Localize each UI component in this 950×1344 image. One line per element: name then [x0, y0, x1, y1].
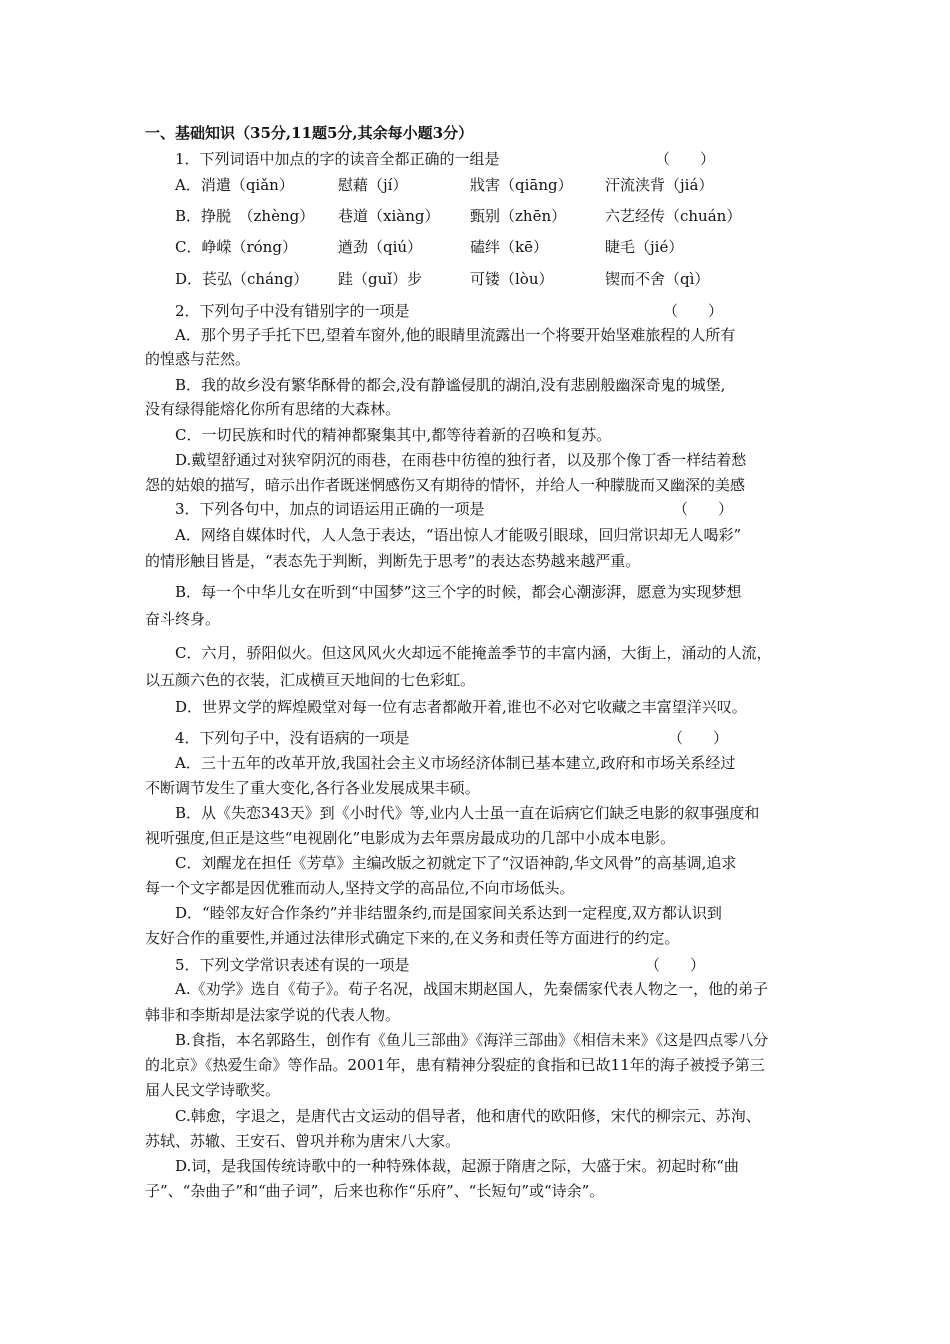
q4-option-b-line1: B．从《失恋343天》到《小时代》等,业内人士虽一直在诟病它们缺乏电影的叙事强度和: [175, 804, 760, 822]
q4-option-d-line1: D．“睦邻友好合作条约”并非结盟条约,而是国家间关系达到一定程度,双方都认识到: [175, 904, 722, 922]
q3-option-b-line2: 奋斗终身。: [145, 610, 221, 628]
q1-d-4: 锲而不舍（qì）: [605, 270, 710, 288]
q2-option-b-line2: 没有绿得能熔化你所有思绪的大森林。: [145, 400, 401, 418]
q1-answer-paren: （ ）: [655, 150, 716, 168]
q4-option-a-line1: A．三十五年的改革开放,我国社会主义市场经济体制已基本建立,政府和市场关系经过: [175, 754, 736, 772]
q5-option-d-line1: D.词，是我国传统诗歌中的一种特殊体裁，起源于隋唐之际，大盛于宋。初起时称“曲: [175, 1157, 739, 1175]
q1-a-1: A．消遣（qiǎn）: [175, 176, 294, 194]
q4-option-d-line2: 友好合作的重要性,并通过法律形式确定下来的,在义务和责任等方面进行的约定。: [145, 929, 680, 947]
q5-option-a-line2: 韩非和李斯却是法家学说的代表人物。: [145, 1006, 401, 1024]
q1-c-2: 遒劲（qiú）: [338, 238, 423, 256]
q1-a-4: 汗流浃背（jiá）: [605, 176, 714, 194]
q5-option-c-line2: 苏轼、苏辙、王安石、曾巩并称为唐宋八大家。: [145, 1132, 461, 1150]
q3-stem: 3．下列各句中，加点的词语运用正确的一项是: [175, 500, 485, 518]
q3-option-c-line2: 以五颜六色的衣装，汇成横亘天地间的七色彩虹。: [145, 671, 476, 689]
q5-option-c-line1: C.韩愈，字退之，是唐代古文运动的倡导者，他和唐代的欧阳修，宋代的柳宗元、苏洵、: [175, 1107, 761, 1125]
q4-option-a-line2: 不断调节发生了重大变化,各行各业发展成果丰硕。: [145, 779, 480, 797]
q1-c-1: C．峥嵘（róng）: [175, 238, 297, 256]
q3-option-d: D．世界文学的辉煌殿堂对每一位有志者都敞开着,谁也不必对它收藏之丰富望洋兴叹。: [175, 698, 747, 716]
q5-option-a-line1: A.《劝学》选自《荀子》。荀子名况，战国末期赵国人，先秦儒家代表人物之一，他的弟子: [175, 980, 769, 998]
q5-stem: 5．下列文学常识表述有误的一项是: [175, 956, 410, 974]
q3-answer-paren: （ ）: [673, 500, 734, 518]
q5-answer-paren: （ ）: [645, 956, 706, 974]
q2-option-a-line1: A．那个男子手托下巴,望着车窗外,他的眼睛里流露出一个将要开始坚难旅程的人所有: [175, 326, 736, 344]
q4-answer-paren: （ ）: [668, 729, 729, 747]
q2-option-d-line1: D.戴望舒通过对狭窄阴沉的雨巷，在雨巷中彷徨的独行者，以及那个像丁香一样结着愁: [175, 451, 747, 469]
q1-b-2: 巷道（xiàng）: [338, 207, 440, 225]
q5-option-b-line2: 的北京》《热爱生命》等作品。2001年，患有精神分裂症的食指和已故11年的海子被授予第三: [145, 1056, 765, 1074]
q2-option-c: C．一切民族和时代的精神都聚集其中,都等待着新的召唤和复苏。: [175, 426, 612, 444]
q4-option-b-line2: 视听强度,但正是这些“电视剧化”电影成为去年票房最成功的几部中小成本电影。: [145, 829, 676, 847]
q2-option-a-line2: 的惶惑与茫然。: [145, 350, 251, 368]
q1-d-3: 可镂（lòu）: [470, 270, 554, 288]
q3-option-c-line1: C．六月，骄阳似火。但这风风火火却远不能掩盖季节的丰富内涵，大街上，涌动的人流，: [175, 644, 772, 662]
section-title: 一、基础知识（35分,11题5分,其余每小题3分）: [145, 124, 474, 142]
q5-option-d-line2: 子”、“杂曲子”和“曲子词”，后来也称作“乐府”、“长短句”或“诗余”。: [145, 1182, 605, 1200]
q1-d-2: 跬（guǐ）步: [338, 270, 423, 288]
q1-b-1: B．挣脱 （zhèng）: [175, 207, 315, 225]
q1-c-4: 睫毛（jié）: [605, 238, 684, 256]
q4-option-c-line2: 每一个文字都是因优雅而动人,坚持文学的高品位,不向市场低头。: [145, 879, 575, 897]
q2-option-d-line2: 怨的姑娘的描写，暗示出作者既迷惘感伤又有期待的情怀，并给人一种朦胧而又幽深的美感: [145, 476, 746, 494]
q4-option-c-line1: C．刘醒龙在担任《芳草》主编改版之初就定下了“汉语神韵,华文风骨”的高基调,追求: [175, 854, 737, 872]
q1-stem: 1．下列词语中加点的字的读音全都正确的一组是: [175, 150, 500, 168]
q1-b-3: 甄别（zhēn）: [470, 207, 567, 225]
q2-stem: 2．下列句子中没有错别字的一项是: [175, 302, 410, 320]
q2-answer-paren: （ ）: [663, 302, 724, 320]
q5-option-b-line1: B.食指，本名郭路生，创作有《鱼儿三部曲》《海洋三部曲》《相信未来》《这是四点零八分: [175, 1031, 769, 1049]
q3-option-a-line2: 的情形触目皆是，“表态先于判断，判断先于思考”的表达态势越来越严重。: [145, 552, 641, 570]
q1-d-1: D．苌弘（cháng）: [175, 270, 309, 288]
q1-a-3: 戕害（qiāng）: [470, 176, 573, 194]
q4-stem: 4．下列句子中，没有语病的一项是: [175, 729, 410, 747]
q1-a-2: 慰藉（jí）: [338, 176, 408, 194]
q1-c-3: 磕绊（kē）: [470, 238, 548, 256]
q5-option-b-line3: 届人民文学诗歌奖。: [145, 1081, 281, 1099]
q3-option-a-line1: A．网络自媒体时代，人人急于表达，“语出惊人才能吸引眼球，回归常识却无人喝彩”: [175, 526, 742, 544]
q1-b-4: 六艺经传（chuán）: [605, 207, 742, 225]
q3-option-b-line1: B．每一个中华儿女在听到“中国梦”这三个字的时候，都会心潮澎湃，愿意为实现梦想: [175, 583, 742, 601]
q2-option-b-line1: B．我的故乡没有繁华酥骨的都会,没有静谧侵肌的湖泊,没有悲剧般幽深奇鬼的城堡,: [175, 376, 726, 394]
